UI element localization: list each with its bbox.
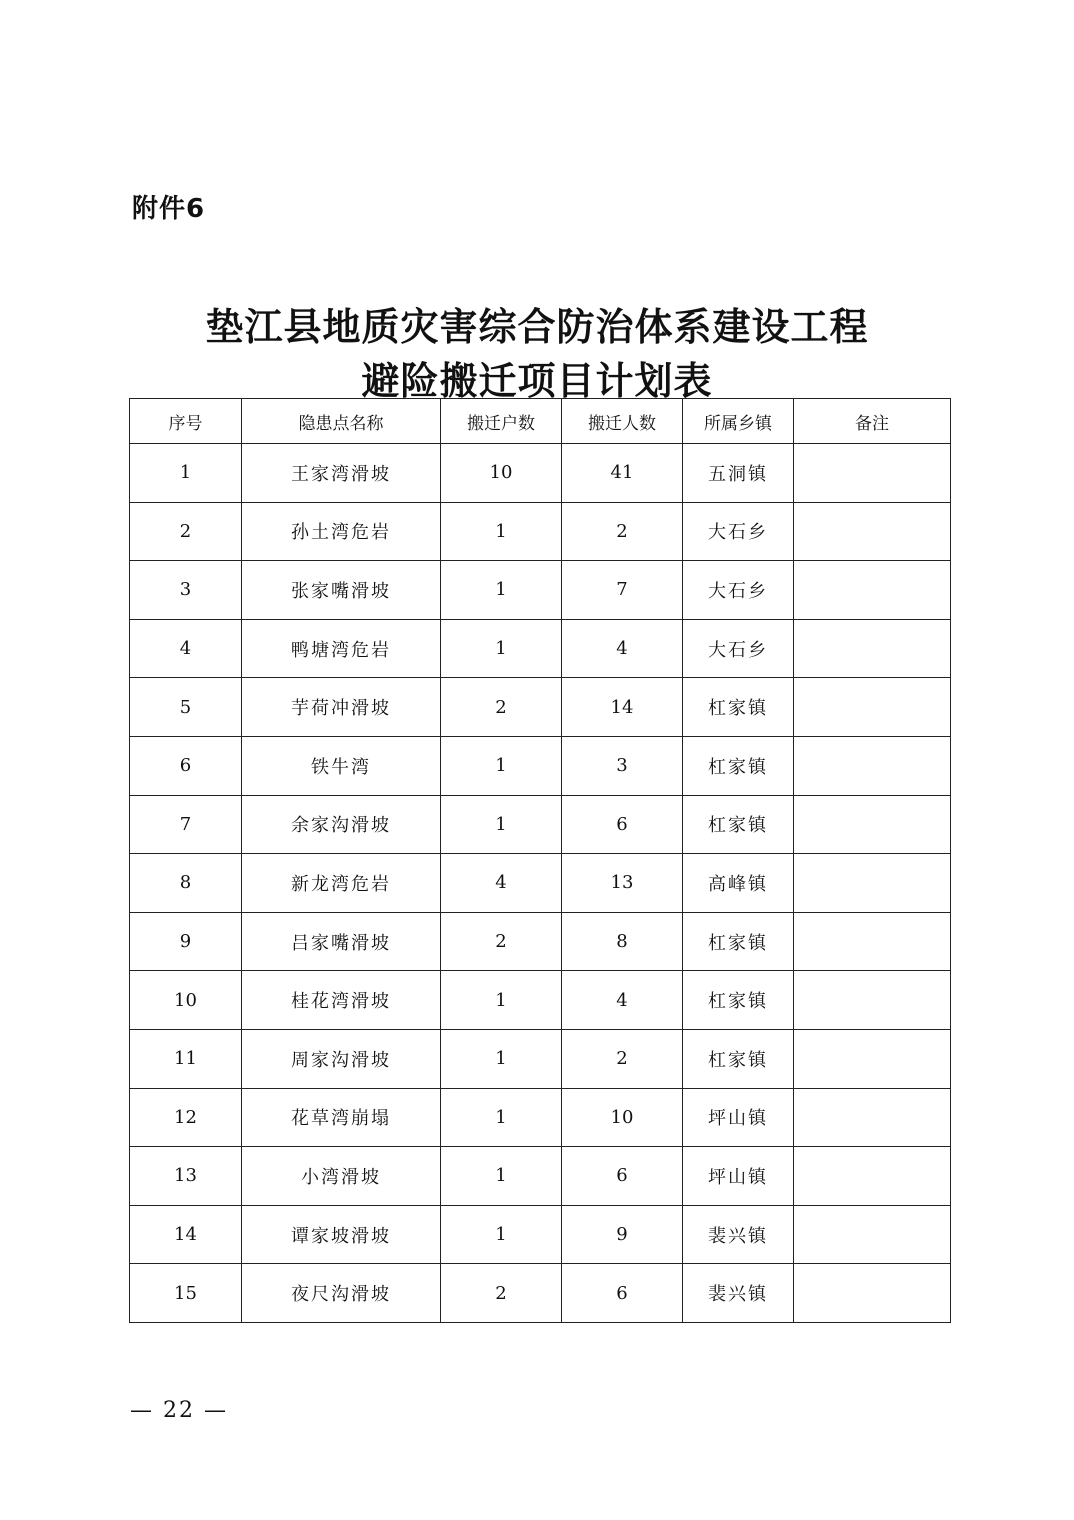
cell-remark: [794, 444, 951, 503]
cell-hazard-point-name: 花草湾崩塌: [242, 1088, 441, 1147]
document-title-line-2: 避险搬迁项目计划表: [361, 358, 713, 403]
cell-township: 杠家镇: [683, 971, 794, 1030]
cell-serial-number: 2: [130, 502, 242, 561]
table-row: [130, 502, 951, 561]
cell-serial-number: 1: [130, 444, 242, 503]
cell-remark: [794, 854, 951, 913]
header-township: 所属乡镇: [683, 399, 794, 444]
cell-relocated-people: 3: [562, 736, 683, 795]
attachment-label: 附件6: [132, 194, 206, 224]
cell-serial-number: 3: [130, 561, 242, 620]
cell-relocated-people: 7: [562, 561, 683, 620]
cell-hazard-point-name: 芋荷冲滑坡: [242, 678, 441, 737]
cell-hazard-point-name: 王家湾滑坡: [242, 444, 441, 503]
cell-relocated-households: 10: [441, 444, 562, 503]
cell-remark: [794, 1147, 951, 1206]
cell-relocated-households: 1: [441, 1147, 562, 1206]
cell-township: 杠家镇: [683, 1029, 794, 1088]
cell-relocated-households: 1: [441, 502, 562, 561]
cell-remark: [794, 502, 951, 561]
cell-hazard-point-name: 桂花湾滑坡: [242, 971, 441, 1030]
table-row: [130, 1205, 951, 1264]
cell-relocated-households: 2: [441, 1264, 562, 1323]
header-hazard-point-name: 隐患点名称: [242, 399, 441, 444]
cell-township: 杠家镇: [683, 678, 794, 737]
header-row: [130, 399, 951, 444]
cell-relocated-people: 41: [562, 444, 683, 503]
cell-township: 高峰镇: [683, 854, 794, 913]
cell-serial-number: 14: [130, 1205, 242, 1264]
cell-township: 坪山镇: [683, 1088, 794, 1147]
cell-hazard-point-name: 谭家坡滑坡: [242, 1205, 441, 1264]
cell-relocated-people: 4: [562, 971, 683, 1030]
table-row: [130, 619, 951, 678]
cell-hazard-point-name: 铁牛湾: [242, 736, 441, 795]
cell-hazard-point-name: 余家沟滑坡: [242, 795, 441, 854]
cell-township: 五洞镇: [683, 444, 794, 503]
cell-serial-number: 13: [130, 1147, 242, 1206]
cell-township: 大石乡: [683, 561, 794, 620]
cell-hazard-point-name: 吕家嘴滑坡: [242, 912, 441, 971]
header-serial-number: 序号: [130, 399, 242, 444]
cell-relocated-households: 1: [441, 561, 562, 620]
header-relocated-people: 搬迁人数: [562, 399, 683, 444]
cell-relocated-households: 1: [441, 1205, 562, 1264]
page-number: — 22 —: [130, 1398, 228, 1423]
cell-hazard-point-name: 夜尺沟滑坡: [242, 1264, 441, 1323]
table-row: [130, 1029, 951, 1088]
cell-serial-number: 6: [130, 736, 242, 795]
cell-remark: [794, 1029, 951, 1088]
document-title-line-1: 垫江县地质灾害综合防治体系建设工程: [205, 304, 869, 349]
cell-remark: [794, 971, 951, 1030]
cell-relocated-households: 1: [441, 1029, 562, 1088]
cell-relocated-people: 10: [562, 1088, 683, 1147]
cell-relocated-people: 2: [562, 1029, 683, 1088]
cell-remark: [794, 678, 951, 737]
cell-serial-number: 10: [130, 971, 242, 1030]
cell-relocated-households: 2: [441, 912, 562, 971]
cell-remark: [794, 561, 951, 620]
table-row: [130, 1147, 951, 1206]
cell-relocated-people: 8: [562, 912, 683, 971]
cell-township: 杠家镇: [683, 912, 794, 971]
cell-relocated-households: 1: [441, 1088, 562, 1147]
cell-township: 大石乡: [683, 619, 794, 678]
cell-hazard-point-name: 鸭塘湾危岩: [242, 619, 441, 678]
cell-serial-number: 15: [130, 1264, 242, 1323]
table-row: [130, 736, 951, 795]
cell-township: 大石乡: [683, 502, 794, 561]
cell-remark: [794, 1205, 951, 1264]
cell-hazard-point-name: 张家嘴滑坡: [242, 561, 441, 620]
cell-relocated-people: 4: [562, 619, 683, 678]
table-row: [130, 444, 951, 503]
cell-serial-number: 11: [130, 1029, 242, 1088]
cell-hazard-point-name: 小湾滑坡: [242, 1147, 441, 1206]
cell-relocated-households: 2: [441, 678, 562, 737]
cell-serial-number: 12: [130, 1088, 242, 1147]
cell-relocated-households: 1: [441, 971, 562, 1030]
table-header: [130, 399, 951, 444]
header-remark: 备注: [794, 399, 951, 444]
cell-relocated-households: 4: [441, 854, 562, 913]
cell-serial-number: 7: [130, 795, 242, 854]
cell-remark: [794, 619, 951, 678]
cell-serial-number: 8: [130, 854, 242, 913]
cell-remark: [794, 795, 951, 854]
header-relocated-households: 搬迁户数: [441, 399, 562, 444]
cell-relocated-people: 9: [562, 1205, 683, 1264]
cell-township: 杠家镇: [683, 736, 794, 795]
cell-serial-number: 4: [130, 619, 242, 678]
cell-relocated-people: 6: [562, 1147, 683, 1206]
cell-hazard-point-name: 周家沟滑坡: [242, 1029, 441, 1088]
cell-relocated-people: 6: [562, 1264, 683, 1323]
cell-township: 杠家镇: [683, 795, 794, 854]
cell-remark: [794, 1088, 951, 1147]
cell-hazard-point-name: 新龙湾危岩: [242, 854, 441, 913]
cell-relocated-people: 13: [562, 854, 683, 913]
cell-remark: [794, 736, 951, 795]
table-row: [130, 971, 951, 1030]
table-body: [130, 444, 951, 1323]
relocation-plan-table: [129, 398, 951, 1323]
cell-relocated-people: 14: [562, 678, 683, 737]
cell-remark: [794, 912, 951, 971]
cell-township: 裴兴镇: [683, 1205, 794, 1264]
cell-serial-number: 5: [130, 678, 242, 737]
cell-relocated-people: 2: [562, 502, 683, 561]
cell-relocated-households: 1: [441, 736, 562, 795]
cell-remark: [794, 1264, 951, 1323]
cell-serial-number: 9: [130, 912, 242, 971]
cell-hazard-point-name: 孙土湾危岩: [242, 502, 441, 561]
table-row: [130, 561, 951, 620]
table-row: [130, 1088, 951, 1147]
cell-township: 坪山镇: [683, 1147, 794, 1206]
cell-relocated-people: 6: [562, 795, 683, 854]
cell-relocated-households: 1: [441, 619, 562, 678]
table-row: [130, 912, 951, 971]
table-row: [130, 854, 951, 913]
cell-township: 裴兴镇: [683, 1264, 794, 1323]
cell-relocated-households: 1: [441, 795, 562, 854]
table-row: [130, 1264, 951, 1323]
table-row: [130, 795, 951, 854]
table-row: [130, 678, 951, 737]
